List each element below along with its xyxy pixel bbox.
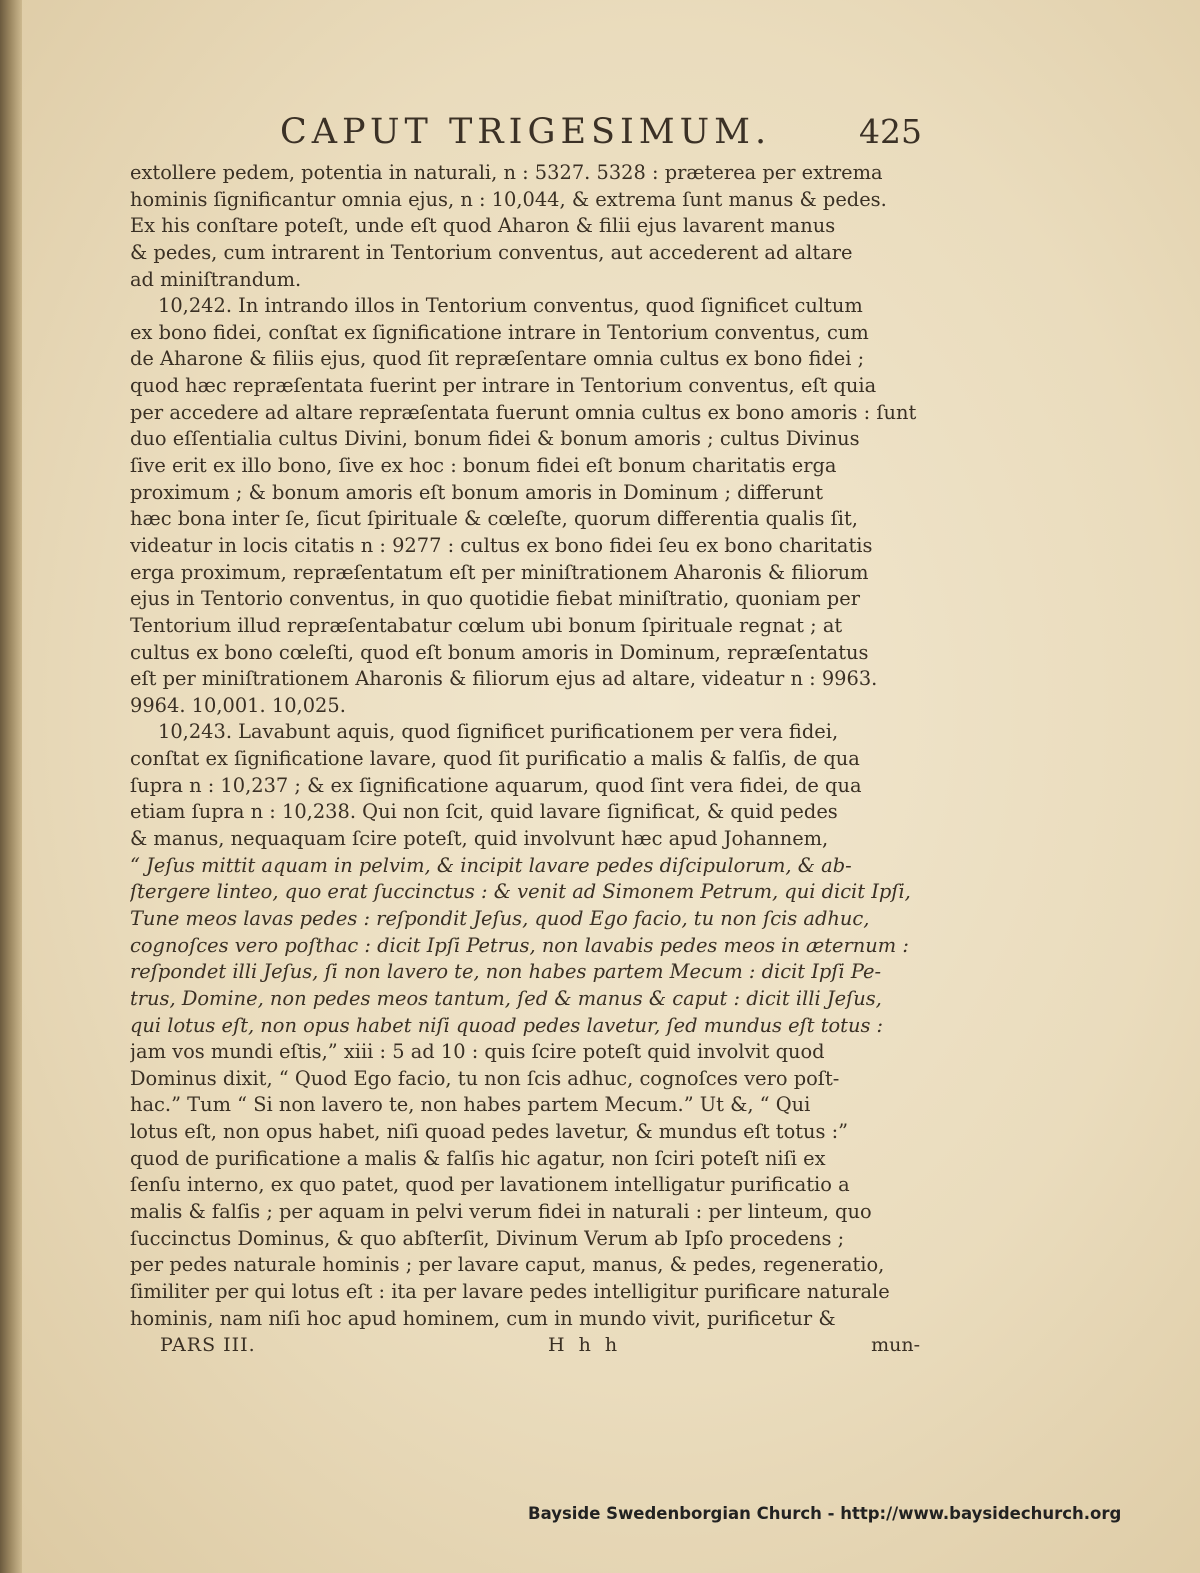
text-line: lotus eſt, non opus habet, niſi quoad pedes lavetur, & mundus eſt totus :” [130,1120,849,1144]
part-label: PARS III. [160,1334,256,1356]
page-number: 425 [859,112,922,151]
text-line: Ex his conſtare poteſt, unde eſt quod Aharon & filii ejus lavarent manus [130,214,836,238]
text-line: qui lotus eſt, non opus habet niſi quoad pedes lavetur, ſed mundus eſt totus : [130,1013,884,1037]
text-line: ſupra n : 10,237 ; & ex ſignificatione aquarum, quod ſint vera fidei, de qua [130,773,862,797]
text-line: hominis ſignificantur omnia ejus, n : 10,044, & extrema ſunt manus & pedes. [130,187,887,211]
catchword: mun- [871,1334,920,1356]
text-line: per accedere ad altare repræſentata fuerunt omnia cultus ex bono amoris : ſunt [130,400,917,424]
text-line: quod hæc repræſentata fuerint per intrare in Tentorium conventus, eſt quia [130,374,877,398]
text-line: duo eſſentialia cultus Divini, bonum fidei & bonum amoris ; cultus Divinus [130,427,860,451]
text-line: ſenſu interno, ex quo patet, quod per lavationem intelligatur purificatio a [130,1173,850,1197]
text-line: proximum ; & bonum amoris eſt bonum amoris in Dominum ; differunt [130,480,824,504]
book-spine-shadow [0,0,22,1573]
text-line: quod de purificatione a malis & falſis hic agatur, non ſciri poteſt niſi ex [130,1146,826,1170]
text-line: ſtergere linteo, quo erat ſuccinctus : & venit ad Simonem Petrum, qui dicit Ipſi, [130,880,911,904]
text-line: videatur in locis citatis n : 9277 : cultus ex bono fidei ſeu ex bono charitatis [130,533,873,557]
page-header [262,108,922,168]
signature-mark: H h h [548,1334,622,1356]
text-line: trus, Domine, non pedes meos tantum, ſed & manus & caput : dicit illi Jeſus, [130,986,882,1010]
text-line: extollere pedem, potentia in naturali, n : 5327. 5328 : præterea per extrema [130,161,883,184]
text-line: conſtat ex ſignificatione lavare, quod ſit purificatio a malis & falſis, de qua [130,747,860,771]
text-line: & manus, nequaquam ſcire poteſt, quid involvunt hæc apud Johannem, [130,827,829,851]
text-line: ejus in Tentorio conventus, in quo quotidie fiebat miniſtratio, quoniam per [130,587,860,611]
text-line: ſive erit ex illo bono, ſive ex hoc : bonum fidei eſt bonum charitatis erga [130,454,837,478]
text-line: Dominus dixit, “ Quod Ego facio, tu non ſcis adhuc, cognoſces vero poſt- [130,1066,840,1090]
text-line: malis & falſis ; per aquam in pelvi verum fidei in naturali : per linteum, quo [130,1199,872,1223]
text-line: ſimiliter per qui lotus eſt : ita per lavare pedes intelligitur purificare naturale [130,1279,890,1303]
text-line: reſpondet illi Jeſus, ſi non lavero te, non habes partem Mecum : dicit Ipſi Pe- [130,960,882,984]
text-line: “ Jeſus mittit aquam in pelvim, & incipit lavare pedes diſcipulorum, & ab- [130,853,852,877]
text-line: hæc bona inter ſe, ſicut ſpirituale & cœleſte, quorum differentia qualis ſit, [130,507,858,531]
text-line: eſt per miniſtrationem Aharonis & filiorum ejus ad altare, videatur n : 9963. [130,667,878,691]
text-line: per pedes naturale hominis ; per lavare caput, manus, & pedes, regeneratio, [130,1253,885,1277]
text-line: 10,243. Lavabunt aquis, quod ſignificet purificationem per vera fidei, [158,720,839,744]
body-text [130,160,920,1332]
text-line: etiam ſupra n : 10,238. Qui non ſcit, quid lavare ſignificat, & quid pedes [130,800,838,824]
text-line: ad miniſtrandum. [130,267,302,291]
text-line: 9964. 10,001. 10,025. [130,693,346,717]
text-line: 10,242. In intrando illos in Tentorium conventus, quod ſignificet cultum [158,294,863,318]
text-line: cognoſces vero poſthac : dicit Ipſi Petrus, non lavabis pedes meos in æternum : [130,933,909,957]
text-line: Tune meos lavas pedes : reſpondit Jeſus, quod Ego facio, tu non ſcis adhuc, [130,906,870,930]
text-line: Tentorium illud repræſentabatur cœlum ubi bonum ſpirituale regnat ; at [130,613,843,637]
text-line: cultus ex bono cœleſti, quod eſt bonum amoris in Dominum, repræſentatus [130,640,869,664]
running-head: CAPUT TRIGESIMUM. [280,112,772,152]
text-line: & pedes, cum intrarent in Tentorium conventus, aut accederent ad altare [130,240,853,264]
text-line: ex bono fidei, conſtat ex ſignificatione intrare in Tentorium conventus, cum [130,320,869,344]
watermark-caption: Bayside Swedenborgian Church - http://www.baysidechurch.org [528,1504,1122,1523]
text-line: hac.” Tum “ Si non lavero te, non habes partem Mecum.” Ut &, “ Qui [130,1093,811,1117]
text-line: erga proximum, repræſentatum eſt per miniſtrationem Aharonis & filiorum [130,560,869,584]
text-line: hominis, nam niſi hoc apud hominem, cum in mundo vivit, purificetur & [130,1306,836,1330]
text-line: de Aharone & filiis ejus, quod ſit repræſentare omnia cultus ex bono fidei ; [130,347,865,371]
text-line: ſuccinctus Dominus, & quo abſterſit, Divinum Verum ab Ipſo procedens ; [130,1226,845,1250]
page-footer [160,1334,920,1364]
text-line: jam vos mundi eſtis,” xiii : 5 ad 10 : quis ſcire poteſt quid involvit quod [130,1040,825,1064]
